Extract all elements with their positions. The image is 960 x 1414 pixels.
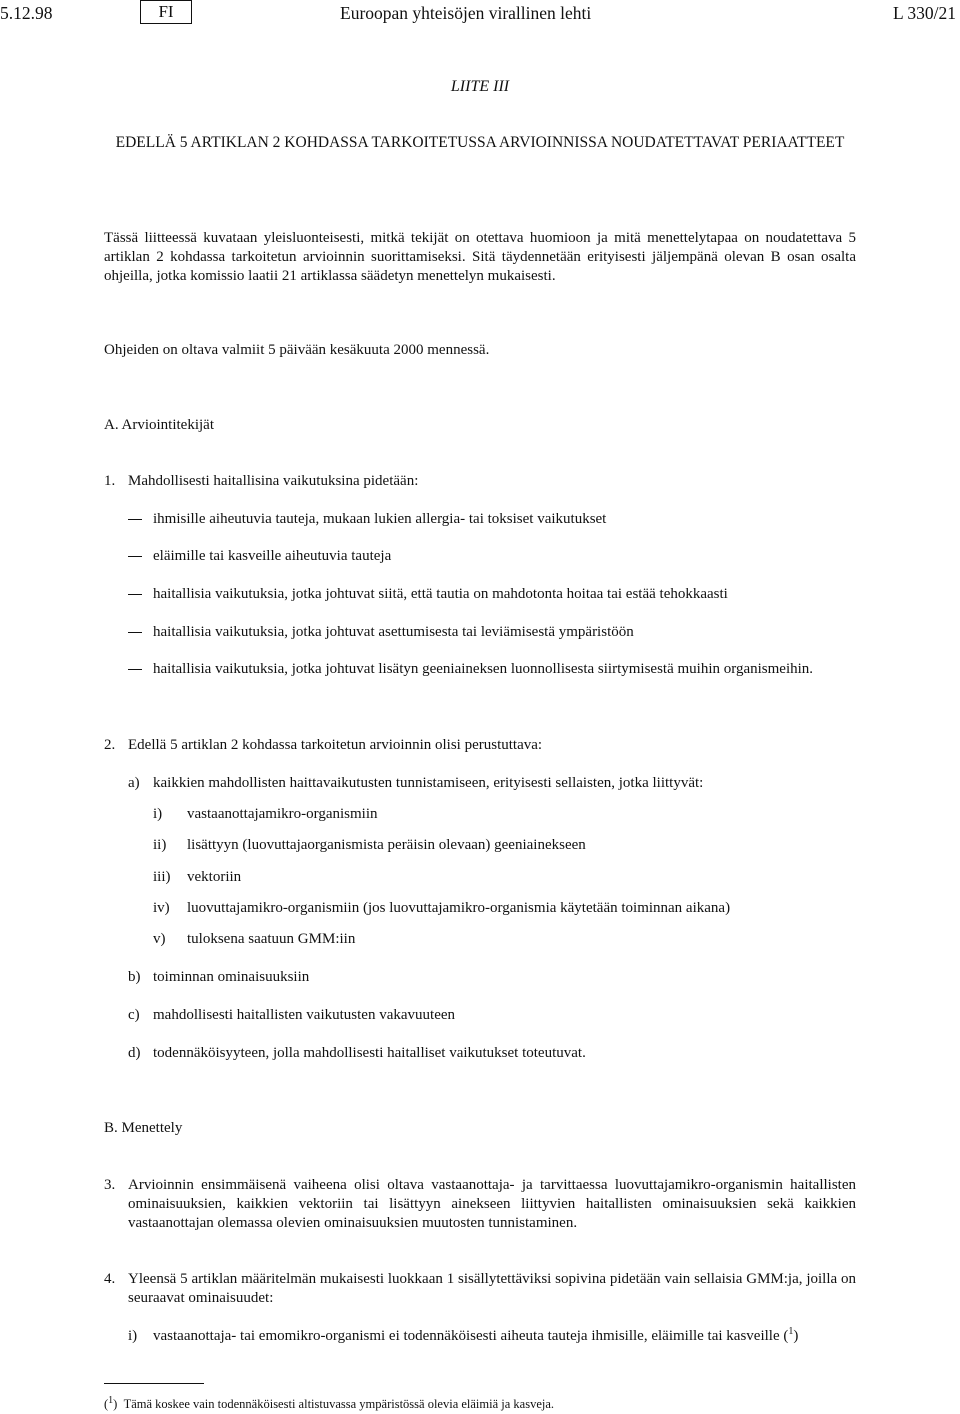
roman-label: iv) [153,900,170,916]
list-item-c: mahdollisesti haitallisten vaikutusten vakavuuteen [153,1007,456,1023]
item-1-number: 1. [104,473,116,489]
footnote-reference[interactable]: 1 [788,1326,794,1337]
list-label-a: a) [128,775,140,791]
list-item-a: kaikkien mahdollisten haittavaikutusten tunnistamiseen, erityisesti sellaisten, jotka liittyvät: [153,775,704,791]
item-3-number: 3. [104,1177,116,1193]
dash-bullet [128,632,142,633]
bullet-item: haitallisia vaikutuksia, jotka johtuvat asettumisesta tai leviämisestä ympäristöön [153,624,634,640]
publication-date: 5.12.98 [0,3,53,23]
language-code-box: FI [140,0,192,24]
journal-title: Euroopan yhteisöjen virallinen lehti [340,3,592,23]
item-4-number: 4. [104,1271,116,1287]
bullet-item: haitallisia vaikutuksia, jotka johtuvat lisätyn geeniaineksen luonnollisesta siirtymisestä muihin organismeihin. [153,661,814,677]
list-item-b: toiminnan ominaisuuksiin [153,969,310,985]
guidelines-note: Ohjeiden on oltava valmiit 5 päivään kesäkuuta 2000 mennessä. [104,342,490,358]
roman-item: vastaanottajamikro-organismiin [187,806,378,822]
annex-label: LIITE III [450,78,510,95]
list-item-d: todennäköisyyteen, jolla mahdollisesti haitalliset vaikutukset toteutuvat. [153,1045,586,1061]
dash-bullet [128,594,142,595]
list-label-b: b) [128,969,141,985]
footnote-marker: 1 [108,1394,114,1406]
roman-item: lisättyyn (luovuttajaorganismista peräisin olevaan) geeniainekseen [187,837,586,853]
roman-item: vektoriin [187,869,242,885]
roman-label: ii) [153,837,167,853]
item-2-number: 2. [104,737,116,753]
dash-bullet [128,669,142,670]
bullet-item: haitallisia vaikutuksia, jotka johtuvat siitä, että tautia on mahdotonta hoitaa tai estää tehokkaasti [153,586,728,602]
dash-bullet [128,519,142,520]
page-reference: L 330/21 [892,3,956,23]
section-b-heading: B. Menettely [104,1120,183,1136]
item-4-text: Yleensä 5 artiklan määritelmän mukaisesti luokkaan 1 sisällytettäviksi sopivina pidetään vain sellaisia GMM:ja, joilla on seuraavat ominaisuudet: [128,1271,856,1306]
roman-item: tuloksena saatuun GMM:iin [187,931,356,947]
list-label-i: i) [128,1328,138,1344]
item-2-text: Edellä 5 artiklan 2 kohdassa tarkoitetun arvioinnin olisi perustuttava: [128,737,543,753]
roman-label: v) [153,931,166,947]
list-label-d: d) [128,1045,141,1061]
footnote: ($^1$) Tämä koskee vain todennäköisesti altistuvassa ympäristössä olevia eläimiä ja kasveja. [104,1394,555,1411]
item-1-text: Mahdollisesti haitallisina vaikutuksina pidetään: [128,473,419,489]
intro-paragraph: Tässä liitteessä kuvataan yleisluonteisesti, mitkä tekijät on otettava huomioon ja mitä menettelytapaa on noudatettava 5 artiklan 2 kohdassa tarkoitetun arvioinnin suorittamiseksi. Sitä täydennetään erityisesti jäljempänä olevan B osan osalta ohjeilla, jotka komissio laatii 21 artiklassa säädetyn menettelyn mukaisesti. [104,230,856,284]
roman-item: luovuttajamikro-organismiin (jos luovuttajamikro-organismia käytetään toiminnan aikana) [187,900,731,916]
roman-label: i) [153,806,163,822]
dash-bullet [128,556,142,557]
list-label-c: c) [128,1007,140,1023]
bullet-item: ihmisille aiheutuvia tauteja, mukaan lukien allergia- tai toksiset vaikutukset [153,511,607,527]
footnote-divider [104,1383,204,1384]
list-item-i: vastaanottaja- tai emomikro-organismi ei todennäköisesti aiheuta tauteja ihmisille, eläimille tai kasveille ($^1$) [153,1326,799,1344]
footnote-text: Tämä koskee vain todennäköisesti altistuvassa ympäristössä olevia eläimiä ja kasveja. [123,1397,555,1411]
item-3-text: Arvioinnin ensimmäisenä vaiheena olisi oltava vastaanottaja- ja tarvittaessa luovuttajamikro-organismin haitallisten ominaisuuksien, kaikkien vektoriin tai lisättyyn ainekseen liittyvien haitallisten ominaisuuksien sekä kaikkien vastaanottajan olemassa olevien ominaisuuksien muutosten tunnistaminen. [128,1177,856,1231]
bullet-item: eläimille tai kasveille aiheutuvia tauteja [153,548,392,564]
roman-label: iii) [153,869,171,885]
section-a-heading: A. Arviointitekijät [104,417,214,433]
annex-title: EDELLÄ 5 ARTIKLAN 2 KOHDASSA TARKOITETUSSA ARVIOINNISSA NOUDATETTAVAT PERIAATTEET [115,134,845,151]
list-item-i-text: vastaanottaja- tai emomikro-organismi ei todennäköisesti aiheuta tauteja ihmisille, eläimille tai kasveille [153,1328,780,1344]
